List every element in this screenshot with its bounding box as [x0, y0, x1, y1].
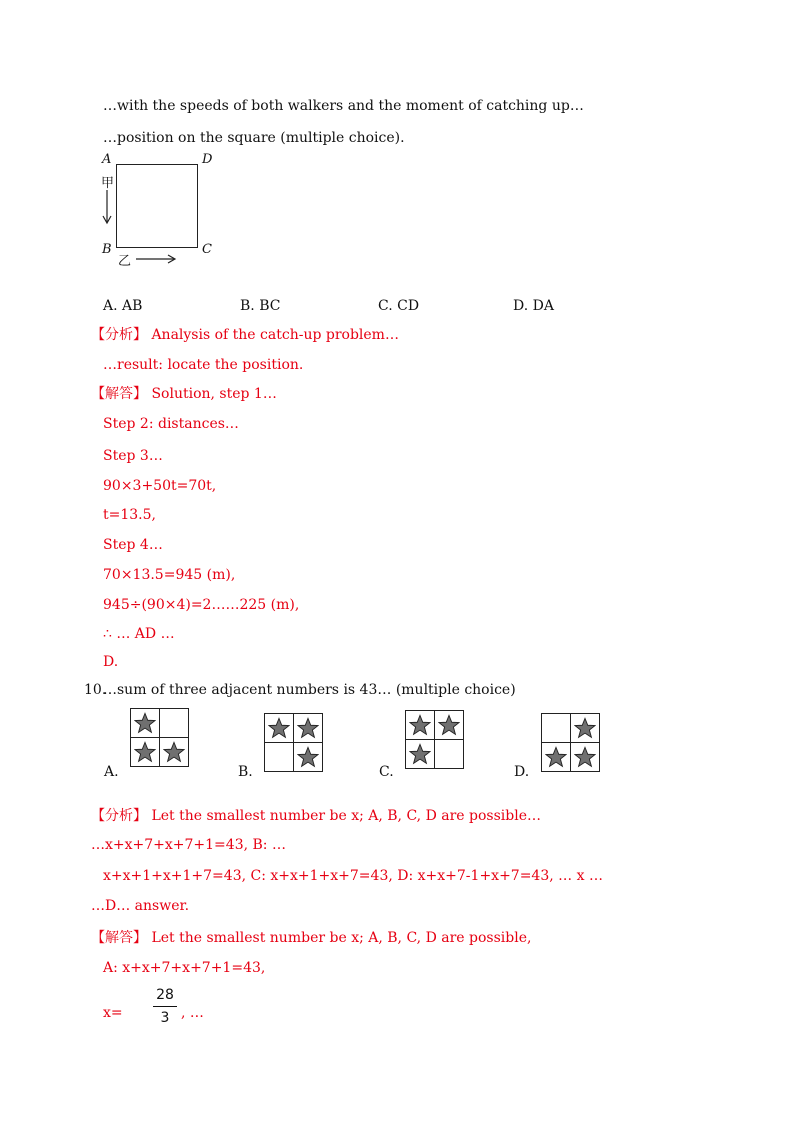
solution9-line10: D.	[103, 654, 119, 670]
solution10-line2: A: x+x+7+x+7+1=43,	[103, 960, 266, 976]
vertex-b-label: B	[102, 242, 112, 257]
solution9-line5: t=13.5,	[103, 507, 156, 523]
solution9-line2: Step 2: distances…	[103, 416, 239, 432]
star-icon	[134, 712, 156, 734]
square-abcd	[116, 164, 198, 248]
grid-a	[130, 708, 190, 768]
problem9-stem-line2: …position on the square (multiple choice).	[103, 130, 405, 146]
grid-c	[405, 710, 465, 770]
option-c: C. CD	[378, 298, 420, 314]
fraction	[153, 986, 177, 1027]
fraction-bar	[153, 1006, 177, 1007]
option-a: A. AB	[103, 298, 143, 314]
vertex-d-label: D	[202, 152, 213, 167]
yi-label: 乙	[118, 254, 132, 269]
option-b: B. BC	[240, 298, 281, 314]
star-icon	[545, 746, 567, 768]
option-label-b: B.	[238, 764, 253, 780]
analysis9-line1: 【分析】 Analysis of the catch-up problem…	[91, 327, 399, 343]
fraction-numerator: 28	[156, 987, 174, 1003]
analysis10-line2: …x+x+7+x+7+1=43, B: …	[91, 837, 286, 853]
grid-b	[264, 713, 324, 773]
vertex-c-label: C	[202, 242, 212, 257]
jia-label: 甲	[101, 176, 115, 191]
star-icon	[134, 741, 156, 763]
star-icon	[297, 746, 319, 768]
solution9-line6: Step 4…	[103, 537, 163, 553]
option-label-d: D.	[514, 764, 530, 780]
problem9-stem-line1: …with the speeds of both walkers and the moment of catching up…	[103, 98, 584, 114]
down-arrow-icon	[100, 188, 114, 228]
star-icon	[409, 714, 431, 736]
star-icon	[409, 743, 431, 765]
star-icon	[438, 714, 460, 736]
problem10-stem: …sum of three adjacent numbers is 43… (multiple choice)	[103, 682, 516, 698]
fraction-suffix: , …	[181, 1005, 204, 1021]
solution9-line9: ∴ … AD …	[103, 626, 175, 642]
star-icon	[574, 746, 596, 768]
star-icon	[268, 717, 290, 739]
star-icon	[297, 717, 319, 739]
analysis9-line2: …result: locate the position.	[103, 357, 304, 373]
solution10-line1: 【解答】 Let the smallest number be x; A, B, C, D are possible,	[91, 930, 532, 946]
star-icon	[574, 717, 596, 739]
solution9-line4: 90×3+50t=70t,	[103, 478, 217, 494]
solution9-line1: 【解答】 Solution, step 1…	[91, 386, 277, 402]
solution10-fraction-line	[103, 986, 503, 1032]
solution9-line3: Step 3…	[103, 448, 163, 464]
analysis10-line3: x+x+1+x+1+7=43, C: x+x+1+x+7=43, D: x+x+7-1+x+7=43, … x …	[103, 868, 603, 884]
square-figure	[100, 152, 220, 268]
grid-d	[541, 713, 601, 773]
analysis10-line4: …D… answer.	[91, 898, 190, 914]
fraction-prefix: x=	[103, 1005, 123, 1021]
right-arrow-icon	[134, 252, 180, 266]
option-label-a: A.	[104, 764, 119, 780]
option-label-c: C.	[379, 764, 394, 780]
solution9-line7: 70×13.5=945 (m),	[103, 567, 236, 583]
option-d: D. DA	[513, 298, 554, 314]
solution9-line8: 945÷(90×4)=2……225 (m),	[103, 597, 300, 613]
star-icon	[163, 741, 185, 763]
analysis10-line1: 【分析】 Let the smallest number be x; A, B, C, D are possible…	[91, 808, 541, 824]
vertex-a-label: A	[102, 152, 112, 167]
problem10-number: 10.	[84, 682, 107, 698]
fraction-denominator: 3	[160, 1010, 170, 1026]
